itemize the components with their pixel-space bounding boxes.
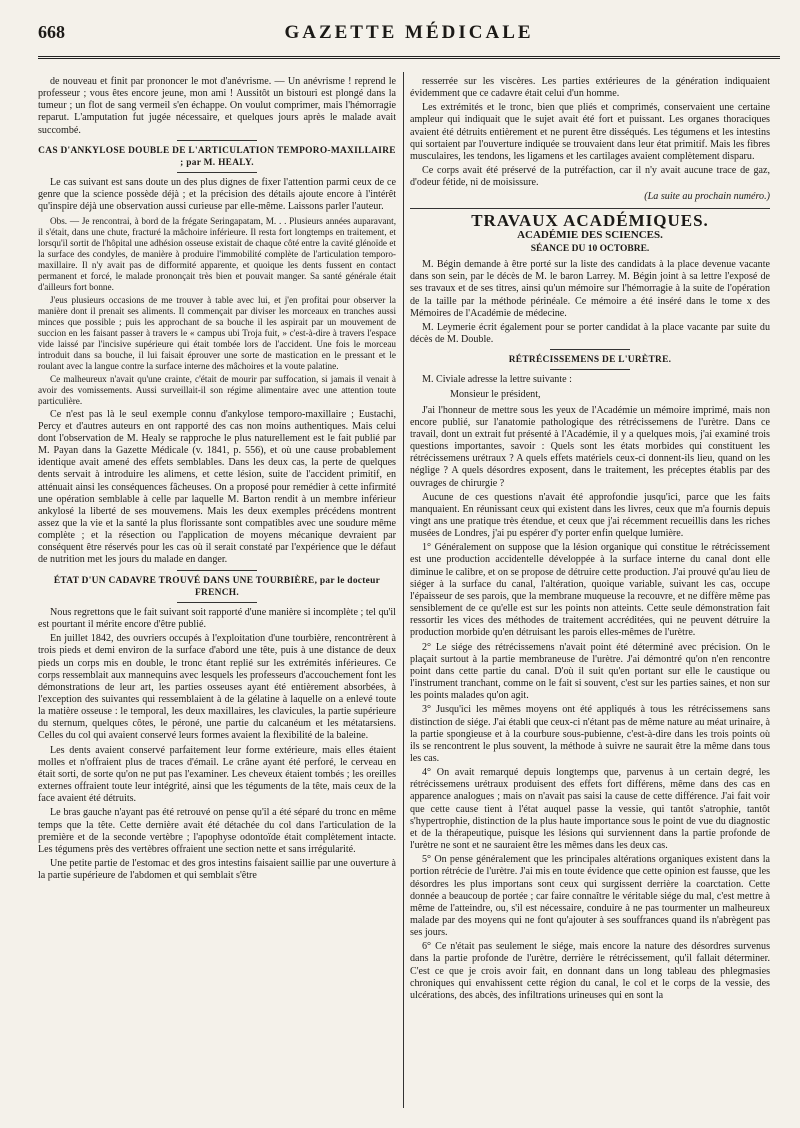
divider	[550, 369, 630, 370]
continuation-note: (La suite au prochain numéro.)	[644, 191, 770, 203]
divider	[550, 349, 630, 350]
paragraph: M. Leymerie écrit également pour se porter candidat à la place vacante par suite du décès de M. Double.	[410, 321, 770, 345]
paragraph: Les extrémités et le tronc, bien que pliés et comprimés, conservaient une certaine ampleur qui indiquait que le sujet avait été fort et puissant. Les organes thoraciques avaient été détruits entièrement et ne purent être disséqués. Les tégumens et les intestins qui sortaient par l'ouverture indiquée se trouvaient dans leur état primitif. Mais les fibres musculaires, les tendons, les ligamens et les cartilages avaient complètement disparu.	[410, 102, 770, 162]
paragraph: 5° On pense généralement que les principales altérations organiques existent dans la portion rétrécie de l'urètre. J'ai mis en toute évidence que cette opinion est fausse, que les désordres les plus importans sont ceux qui surgissent derrière la coarctation. Cette donnée a beaucoup de portée ; car faire connaître le véritable siége du mal, c'est mettre à même de l'atteindre, ou, s'il est nécessaire, conduire à ne pas tourmenter un malheureux malade par des moyens qui ne font qu'ajouter à ses souffrances quand ils n'abrègent pas ses jours.	[410, 854, 770, 939]
divider	[410, 208, 770, 209]
paragraph: Une petite partie de l'estomac et des gros intestins faisaient saillie par une ouverture à la partie supérieure de l'abdomen et qui semblait s'être	[38, 858, 396, 882]
paragraph: 3° Jusqu'ici les mêmes moyens ont été appliqués à tous les rétrécissemens sans distinction de siége. J'ai établi que ceux-ci n'étant pas de même nature au méat urinaire, à la partie spongieuse et à la courbure sous-pubienne, c'est-à-dire dans les trois points où ils se rencontrent le plus souvent, la méthode à suivre ne saurait être la même dans tous les cas.	[410, 704, 770, 764]
paragraph: 1° Généralement on suppose que la lésion organique qui constitue le rétrécissement est une production accidentelle développée à la surface interne du canal dont elle diminue le calibre, et on se propose de détruire cette production. J'ai prouvé qu'au lieu de siéger à la surface du canal, l'altération, quoique variable, suivant les cas, occupe l'épaisseur de ses parois, que la membrane muqueuse la recouvre, et ne diffère même pas sensiblement de ce qu'elle est sur les points non atteints. Cette seule démonstration fait ressortir les vices des méthodes de traitement accréditées, qui ne peuvent détruire la production morbide qu'en détruisant les parois elles-mêmes de l'urètre.	[410, 542, 770, 639]
page-header	[38, 22, 780, 52]
paragraph: Aucune de ces questions n'avait été approfondie jusqu'ici, parce que les faits manquaient. En réunissant ceux qui existent dans les livres, ceux que m'a fournis depuis vingt ans une pratique très étendue, et ceux que j'ai récemment recueillis dans les riches musées de Londres, j'ai pu espérer d'y porter enfin quelque lumière.	[410, 491, 770, 540]
page-number: 668	[38, 22, 65, 42]
column-divider	[403, 72, 404, 1108]
journal-title: GAZETTE MÉDICALE	[284, 22, 534, 43]
right-column	[410, 76, 770, 1108]
paragraph: M. Civiale adresse la lettre suivante :	[422, 374, 572, 386]
article-heading: CAS D'ANKYLOSE DOUBLE DE L'ARTICULATION TEMPORO-MAXILLAIRE ; par M. HEALY.	[38, 145, 396, 168]
paragraph: 4° On avait remarqué depuis longtemps que, parvenus à un certain degré, les rétrécissemens urétraux produisent des effets fort différens, même dans des cas en apparence analogues ; mais on n'avait pas saisi la cause de cette différence. J'ai fait voir que cette cause tient à l'état auquel passe la vessie, qui tantôt s'atrophie, tantôt s'hypertrophie, distinction de la plus haute importance sous le point de vue du diagnostic et de la thérapeutique, puisque les lésions qui surviennent dans la partie profonde de l'urètre ne sont et ne sauraient être les mêmes dans les deux cas.	[410, 767, 770, 852]
article-heading: ÉTAT D'UN CADAVRE TROUVÉ DANS UNE TOURBIÈRE, par le docteur FRENCH.	[53, 575, 381, 598]
divider	[177, 172, 257, 173]
paragraph: M. Bégin demande à être porté sur la liste des candidats à la place devenue vacante dans son sein, par le décès de M. le baron Larrey. M. Bégin joint à sa lettre l'exposé de ses travaux et de ses titres, ainsi qu'un mémoire sur l'hémorragie à la suite de l'opération de la taille par la méthode périnéale. Ce mémoire a été inséré dans le tome x des Mémoires de l'Académie de médecine.	[410, 259, 770, 319]
divider	[177, 140, 257, 141]
paragraph: resserrée sur les viscères. Les parties extérieures de la génération indiquaient évidemment que ce cadavre était celui d'un homme.	[410, 76, 770, 100]
section-title: TRAVAUX ACADÉMIQUES.	[471, 210, 709, 230]
paragraph: En juillet 1842, des ouvriers occupés à l'exploitation d'une tourbière, rencontrèrent à trois pieds et demi environ de la surface d'abord une tête, puis à une distance de deux pieds un corps mis en double, le tronc étant replié sur les extrémités inférieures. Ce corps ressemblait aux mannequins avec lesquels les professeurs d'accouchement font les démonstrations de leur art, les parties osseuses ayant été entièrement absorbées, à l'exception des suivantes qui ressemblaient à de la gélatine à laquelle on a enlevé toute la matière osseuse : le temporal, les deux maxillaires, les clavicules, la partie supérieure du sternum, quelques côtes, le péroné, une partie du calcanéum et les métatarsiens. Celles du col qui avaient conservé leurs formes avaient la flexibilité de la baleine.	[38, 633, 396, 742]
paragraph: Le bras gauche n'ayant pas été retrouvé on pense qu'il a été séparé du tronc en même temps que la tête. Cette dernière avait été détachée du col dans l'articulation de la première et de la seconde vertèbre ; l'apophyse odontoïde était complètement intacte. Les tégumens près des vertèbres offraient une section nette et sans irrégularité.	[38, 807, 396, 855]
session-date: SÉANCE DU 10 OCTOBRE.	[530, 243, 650, 254]
header-rule	[38, 56, 780, 59]
paragraph: Le cas suivant est sans doute un des plus dignes de fixer l'attention parmi ceux de ce genre que la science possède déjà ; et la précision des détails ajoute encore à l'intérêt qu'inspire déjà une observation aussi curieuse par elle-même. Laissons parler l'auteur.	[38, 177, 396, 213]
paragraph: 2° Le siége des rétrécissemens n'avait point été déterminé avec précision. On le plaçait surtout à la partie membraneuse de l'urètre. J'ai démontré qu'on n'en rencontre point dans cette partie du canal. D'où il suit qu'en portant sur elle le caustique ou l'instrument tranchant, comme on le fait si souvent, c'est sur les parties saines, et non sur les points malades qu'on agit.	[410, 641, 770, 702]
divider	[177, 602, 257, 603]
left-column	[38, 76, 396, 1108]
paragraph: Ce corps avait été préservé de la putréfaction, car il n'y avait aucune trace de gaz, d'odeur fétide, ni de moisissure.	[410, 165, 770, 189]
paragraph: Ce n'est pas là le seul exemple connu d'ankylose temporo-maxillaire ; Eustachi, Percy et d'autres auteurs en ont rapporté des cas non moins authentiques. Mais celui dont l'observation de M. Healy se rapproche le plus naturellement est le fait publié par M. Payan dans la Gazette Médicale (v. 1841, p. 556), et où une cause probablement identique avait amené des effets semblables. Dans les deux cas, la perte de quelques dents servait à introduire les alimens, et cette lésion, suite de l'accident primitif, en atténuait ainsi les conséquences fâcheuses. On a proposé pour remédier à cette infirmité une opération semblable à celle par laquelle M. Barton rendit à un membre inférieur ankylosé la liberté de ses mouvemens. Mais les deux exemples précédens montrent assez que la vie et la santé la plus florissante sont compatibles avec une soudure même complète ; et la résection ou l'application de moyens mécanique devraient par conséquent être réservés pour les cas où il serait constaté par l'expérience que le défaut de nutrition met les jours du malade en danger.	[38, 408, 396, 566]
paragraph: Nous regrettons que le fait suivant soit rapporté d'une manière si incomplète ; tel qu'il est pourtant il mérite encore d'être publié.	[38, 606, 396, 631]
paragraph: Les dents avaient conservé parfaitement leur forme extérieure, mais elles étaient molles et n'offraient plus de traces d'émail. Le crâne ayant été perforé, le cerveau en était sorti, de sorte qu'on ne put pas l'examiner. Les cheveux étaient tombés ; les oreilles externes offraient toute leur intégrité, ainsi que les téguments de la tête, mais ceux de la face avaient été détruits.	[38, 744, 396, 805]
paragraph: de nouveau et finit par prononcer le mot d'anévrisme. — Un anévrisme ! reprend le professeur ; vous êtes encore jeune, mon ami ! Aussitôt un bistouri est plongé dans la tumeur ; un flot de sang vermeil s'en échappe. On voulut comprimer, mais l'hémorragie reparut. L'amputation fut jugée nécessaire, et quelques jours après le malade avait succombé.	[38, 76, 396, 136]
paragraph: Obs. — Je rencontrai, à bord de la frégate Seringapatam, M. . . Plusieurs années auparavant, il s'était, dans une chute, fracturé la mâchoire inférieure. Il resta fort longtemps en traitement, et lorsqu'il sortit de l'hôpital une adhésion osseuse existait de chaque côté entre la cavité glénoïde et la surface des condyles, de manière à produire l'immobilité complète de l'articulation temporo-maxillaire. Il n'y avait pas de difformité apparente, et quoique les dents fussent en contact permanent et forcé, le malade prononçait très bien et pouvait manger. Sa santé générale était d'ailleurs fort bonne.	[38, 215, 396, 292]
paragraph: J'ai l'honneur de mettre sous les yeux de l'Académie un mémoire imprimé, mais non encore publié, sur l'anatomie pathologique des rétrécissemens de l'urètre. Dans ce travail, dont un extrait fut présenté à l'Académie, il y a quelques mois, j'ai examiné trois questions importantes, savoir : Quels sont les états morbides qui constituent les rétrécissemens urétraux ? A quels effets matériels ceux-ci donnent-ils lieu, quand on les néglige ? A quels désordres exposent, dans le traitement, les préceptes établis par des ouvrages de chirurgie ?	[410, 404, 770, 489]
paragraph: 6° Ce n'était pas seulement le siége, mais encore la nature des désordres survenus dans la partie profonde de l'urètre, derrière le rétrécissement, qu'il fallait déterminer. C'est ce que je crois avoir fait, en donnant dans un long tableau des phlegmasies chroniques qui envahissent cette région du canal, le col et le corps de la vessie, des ulcérations, des abcès, des infiltrations urineuses qui en sont la	[410, 941, 770, 1001]
subsection-heading: RÉTRÉCISSEMENS DE L'URÈTRE.	[508, 355, 672, 366]
paragraph: Ce malheureux n'avait qu'une crainte, c'était de mourir par suffocation, si jamais il venait à avoir des vomissements. Aussi surveillait-il son régime alimentaire avec une attention toute particulière.	[38, 373, 396, 406]
paragraph: J'eus plusieurs occasions de me trouver à table avec lui, et j'en profitai pour observer la manière dont il prenait ses aliments. Il commençait par diviser les morceaux en tranches aussi minces que possible ; puis les approchant de sa bouche il les aspirait par un mouvement de succion en les faisant passer à travers le « campus ubi Troja fuit, » c'est-à-dire à travers l'espace vide laissé par l'incisive supérieure qui était tombée lors de l'accident. Une fois le morceau introduit dans sa bouche, il lui faisait éprouver une sorte de mastication en le pressant et le roulant avec la langue contre la surface interne des mâchoires et la voute palatine.	[38, 294, 396, 371]
academy-title: ACADÉMIE DES SCIENCES.	[517, 228, 663, 241]
salutation: Monsieur le président,	[450, 389, 541, 401]
divider	[177, 570, 257, 571]
